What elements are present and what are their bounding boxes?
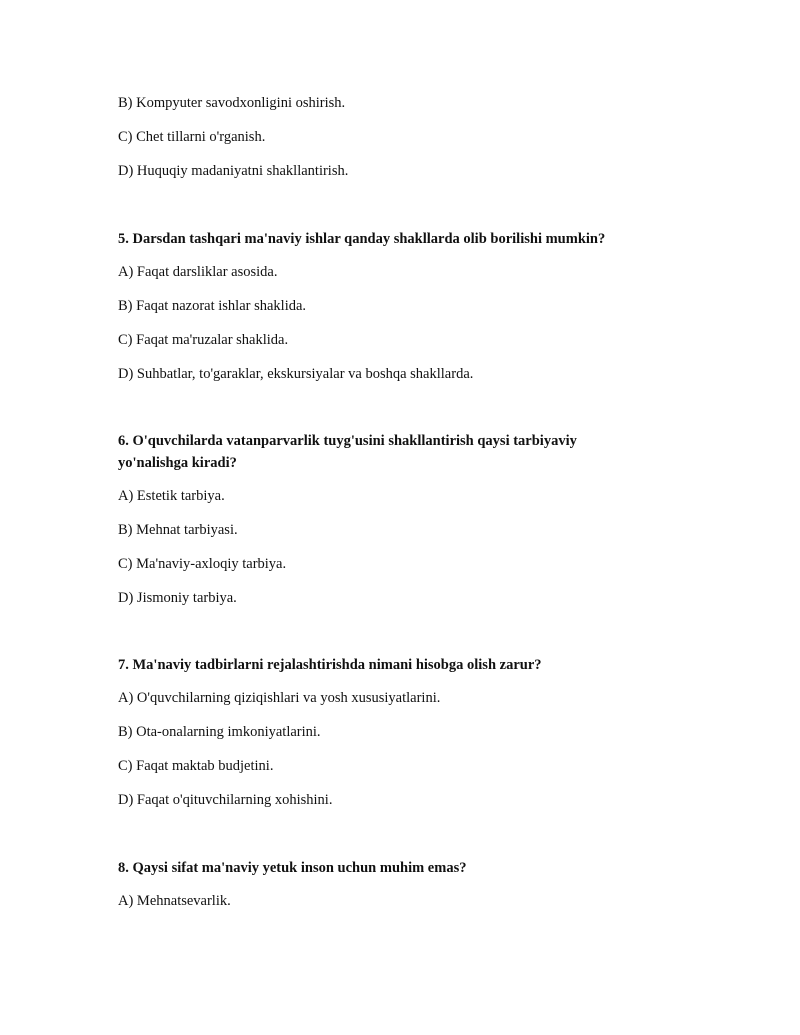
- option-5a: A) Faqat darsliklar asosida.: [118, 264, 278, 280]
- question-5: 5. Darsdan tashqari ma'naviy ishlar qanday shakllarda olib borilishi mumkin?: [118, 231, 606, 247]
- option-7c: C) Faqat maktab budjetini.: [118, 758, 274, 774]
- option-7a: A) O'quvchilarning qiziqishlari va yosh xususiyatlarini.: [118, 690, 441, 706]
- option-6b: B) Mehnat tarbiyasi.: [118, 522, 238, 538]
- option-7b: B) Ota-onalarning imkoniyatlarini.: [118, 724, 321, 740]
- option-8a: A) Mehnatsevarlik.: [118, 893, 231, 909]
- question-8: 8. Qaysi sifat ma'naviy yetuk inson uchun muhim emas?: [118, 860, 467, 876]
- option-6d: D) Jismoniy tarbiya.: [118, 590, 237, 606]
- option-6c: C) Ma'naviy-axloqiy tarbiya.: [118, 556, 287, 572]
- option-7d: D) Faqat o'qituvchilarning xohishini.: [118, 792, 333, 808]
- option-5b: B) Faqat nazorat ishlar shaklida.: [118, 298, 307, 314]
- option-4c: C) Chet tillarni o'rganish.: [118, 129, 266, 145]
- option-5c: C) Faqat ma'ruzalar shaklida.: [118, 332, 289, 348]
- option-5d: D) Suhbatlar, to'garaklar, ekskursiyalar va boshqa shakllarda.: [118, 366, 474, 382]
- option-6a: A) Estetik tarbiya.: [118, 488, 225, 504]
- question-6-line-1: 6. O'quvchilarda vatanparvarlik tuyg'usini shakllantirish qaysi tarbiyaviy: [118, 433, 577, 449]
- question-7: 7. Ma'naviy tadbirlarni rejalashtirishda nimani hisobga olish zarur?: [118, 657, 542, 673]
- question-6-line-2: yo'nalishga kiradi?: [118, 455, 237, 471]
- option-4d: D) Huquqiy madaniyatni shakllantirish.: [118, 163, 349, 179]
- option-4b: B) Kompyuter savodxonligini oshirish.: [118, 95, 346, 111]
